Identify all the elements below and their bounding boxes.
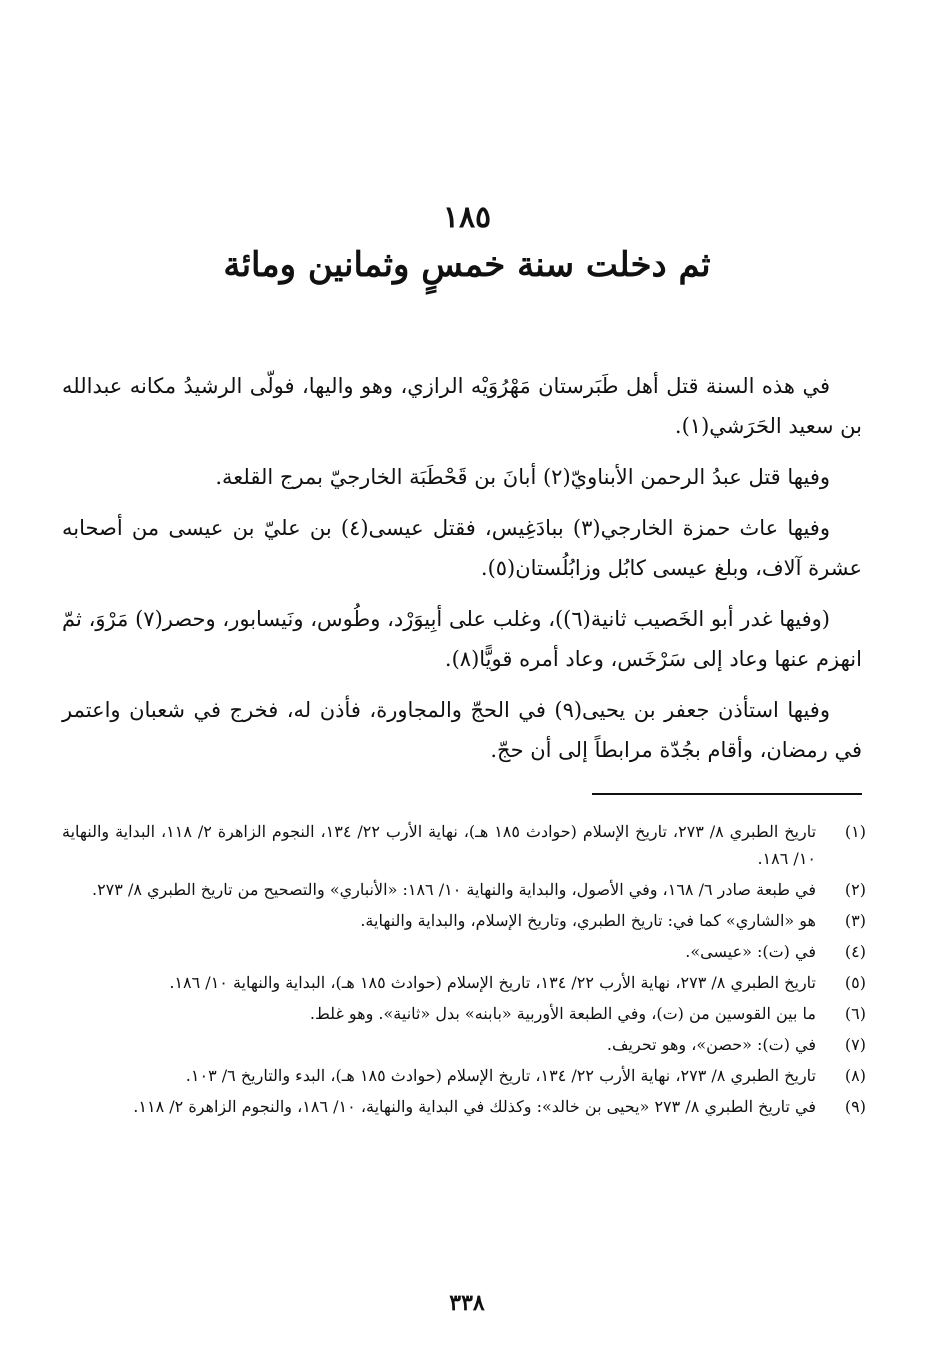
paragraph: (وفيها غدر أبو الخَصيب ثانية(٦))، وغلب على أبِيوَرْد، وطُوس، ونَيسابور، وحصر(٧) مَرْوَ، ثمّ انهزم عنها وعاد إلى سَرْخَس، وعاد أمره قويًّا(٨). [62,607,862,671]
footnote-text: تاريخ الطبري ٨/ ٢٧٣، نهاية الأرب ٢٢/ ١٣٤، تاريخ الإسلام (حوادث ١٨٥ هـ)، البدء والتاريخ ٦/ ١٠٣. [185,1066,816,1085]
footnote-number: (٢) [844,880,866,899]
footnote-text: تاريخ الطبري ٨/ ٢٧٣، نهاية الأرب ٢٢/ ١٣٤، تاريخ الإسلام (حوادث ١٨٥ هـ)، البداية والنهاية ١٠/ ١٨٦. [169,973,816,992]
paragraph: في هذه السنة قتل أهل طَبَرستان مَهْرُوَيْه الرازي، وهو واليها، فولّى الرشيدُ مكانه عبدالله بن سعيد الحَرَشي(١). [62,374,862,438]
footnote-number: (٣) [844,911,866,930]
footnote [62,1093,866,1120]
footnotes [62,818,866,1124]
paragraph: وفيها استأذن جعفر بن يحيى(٩) في الحجّ والمجاورة، فأذن له، فخرج في شعبان واعتمر في رمضان، وأقام بجُدّة مرابطاً إلى أن حجّ. [62,698,862,762]
footnote-number: (٤) [844,942,866,961]
footnote-text: في (ت): «عيسى». [685,942,816,961]
footnote [62,969,866,996]
footnote-number: (٦) [844,1004,866,1023]
page-number: ٣٣٨ [449,1290,485,1316]
year-number: ١٨٥ [442,200,492,235]
footnote-number: (٩) [844,1097,866,1116]
footnote-number: (٥) [844,973,866,992]
footnote-number: (٨) [844,1066,866,1085]
footnote-text: في طبعة صادر ٦/ ١٦٨، وفي الأصول، والبداية والنهاية ١٠/ ١٨٦: «الأنباري» والتصحيح من تاريخ الطبري ٨/ ٢٧٣. [91,880,816,899]
footnote-text: في تاريخ الطبري ٨/ ٢٧٣ «يحيى بن خالد»: وكذلك في البداية والنهاية، ١٠/ ١٨٦، والنجوم الزاهرة ٢/ ١١٨. [133,1097,816,1116]
paragraph: وفيها قتل عبدُ الرحمن الأبناويّ(٢) أبانَ بن قَحْطَبَة الخارجيّ بمرج القلعة. [215,465,830,489]
footnote-number: (٧) [844,1035,866,1054]
footnote-text: في (ت): «حصن»، وهو تحريف. [606,1035,816,1054]
footnote-text: هو «الشاري» كما في: تاريخ الطبري، وتاريخ الإسلام، والبداية والنهاية. [360,911,816,930]
footnote [62,876,866,903]
footnote [62,1031,866,1058]
footnote-text: تاريخ الطبري ٨/ ٢٧٣، تاريخ الإسلام (حوادث ١٨٥ هـ)، نهاية الأرب ٢٢/ ١٣٤، النجوم الزاهرة ٢/ ١١٨، البداية والنهاية ١٠/ ١٨٦. [62,822,817,868]
body-text [62,366,862,781]
footnote [62,1062,866,1089]
footnote-text: ما بين القوسين من (ت)، وفي الطبعة الأوربية «بابنه» بدل «ثانية». وهو غلط. [309,1004,816,1023]
footnote [62,907,866,934]
footnote-separator [592,793,862,795]
chapter-title: ثم دخلت سنة خمسٍ وثمانين ومائة [223,245,711,285]
footnote [62,818,866,872]
footnote-number: (١) [844,822,866,841]
paragraph: وفيها عاث حمزة الخارجي(٣) ببادَغِيس، فقتل عيسى(٤) بن عليّ بن عيسى من أصحابه عشرة آلاف، وبلغ عيسى كابُل وزابُلُستان(٥). [62,516,862,580]
footnote [62,938,866,965]
footnote [62,1000,866,1027]
